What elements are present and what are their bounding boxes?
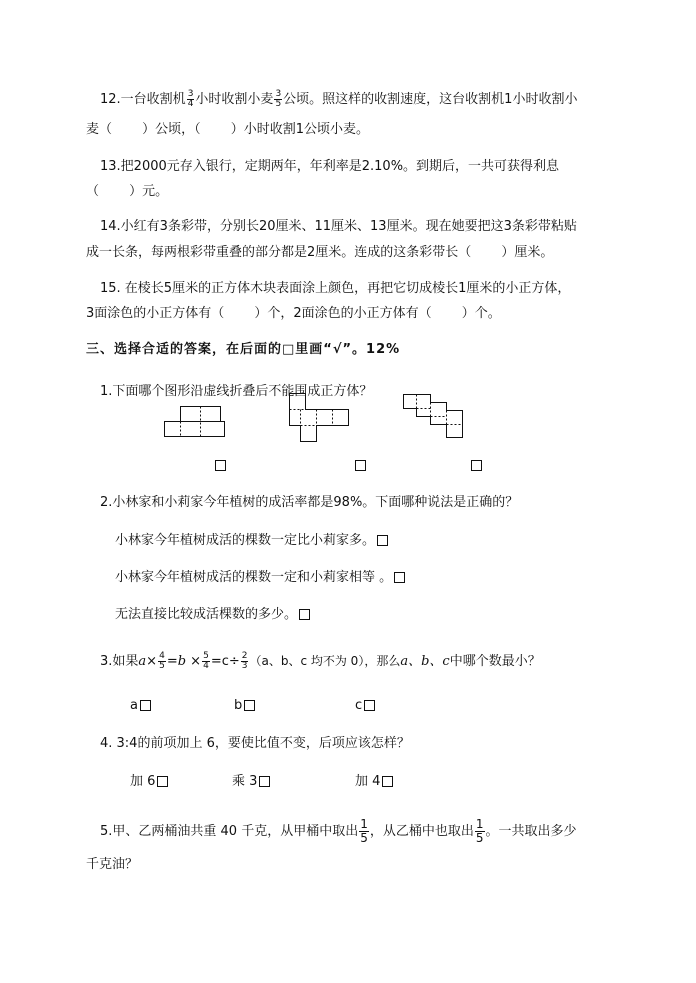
choice-2-option-3 — [115, 606, 310, 624]
c3-fraction-3 — [241, 652, 249, 671]
choice-2-option-2-checkbox[interactable] — [394, 572, 405, 583]
choice-3-option-c-checkbox[interactable] — [364, 700, 375, 711]
choice-4-option-3-checkbox[interactable] — [382, 776, 393, 787]
c3-tail: 中哪个数最小？ — [449, 654, 541, 669]
q12-suffix: 公顷。照这样的收割速度，这台收割机1小时收割小 — [283, 92, 578, 107]
c3-prefix: 3.如果 — [100, 654, 139, 669]
c5-suffix: 。一共取出多少 — [485, 824, 577, 839]
c5-f2-denominator: 5 — [475, 831, 484, 845]
c3-f2-denominator: 4 — [203, 661, 209, 671]
c5-f2-numerator: 1 — [475, 817, 484, 831]
c3-fraction-1 — [158, 652, 166, 671]
choice-5-line-2: 千克油？ — [86, 857, 139, 872]
c3-var-b: b — [177, 654, 187, 669]
choice-2-option-2 — [115, 569, 405, 587]
q12-fraction-1 — [187, 90, 195, 109]
q12-f1-numerator: 3 — [187, 89, 194, 99]
c3-f1-denominator: 5 — [159, 661, 165, 671]
choice-2-option-1 — [115, 532, 388, 550]
choice-2-option-3-label: 无法直接比较成活棵数的多少。 — [115, 607, 298, 622]
choice-4-option-2-checkbox[interactable] — [259, 776, 270, 787]
choice-1-question: 1.下面哪个图形沿虚线折叠后不能围成正方体？ — [100, 384, 373, 399]
c3-equals-1: = — [166, 654, 178, 669]
q12-f2-numerator: 3 — [275, 89, 282, 99]
choice-3-option-c-label: c — [355, 698, 363, 713]
c3-f3-numerator: 2 — [241, 651, 248, 661]
c3-times-2: × — [186, 654, 202, 669]
choice-2-question: 2.小林家和小莉家今年植树的成活率都是98%。下面哪种说法是正确的？ — [100, 495, 519, 510]
choice-1-checkbox-b[interactable] — [355, 460, 366, 471]
choice-4-option-1-label: 加 6 — [130, 774, 156, 789]
c3-condition: （a、b、c 均不为 0），那么 — [249, 654, 401, 668]
c3-tail-vars: a、b、c — [400, 654, 450, 669]
choice-5-line-1 — [100, 818, 577, 846]
section-3-heading: 三、选择合适的答案，在后面的□里画“√”。12% — [86, 342, 401, 357]
c5-f1-denominator: 5 — [360, 831, 368, 845]
q12-mid: 小时收割小麦 — [195, 92, 274, 107]
choice-4-option-2 — [232, 773, 270, 791]
c5-fraction-2 — [475, 818, 485, 845]
choice-3-option-a-label: a — [130, 698, 138, 713]
choice-3-option-c — [355, 697, 375, 715]
c3-equals-2: =c÷ — [210, 654, 240, 669]
choice-2-option-2-label: 小林家今年植树成活的棵数一定和小莉家相等 。 — [115, 570, 393, 585]
q12-f2-denominator: 5 — [275, 99, 282, 109]
choice-2-option-1-checkbox[interactable] — [377, 535, 388, 546]
question-12-line-2: 麦（ ）公顷，（ ）小时收割1公顷小麦。 — [86, 122, 370, 137]
q12-f1-denominator: 4 — [187, 99, 194, 109]
q12-prefix: 12.一台收割机 — [100, 92, 186, 107]
choice-1-checkbox-a[interactable] — [215, 460, 226, 471]
c5-f1-numerator: 1 — [360, 817, 368, 831]
choice-3-question — [100, 652, 541, 671]
c3-fraction-2 — [202, 652, 210, 671]
question-14-line-2: 成一长条，每两根彩带重叠的部分都是2厘米。连成的这条彩带长（ ）厘米。 — [86, 245, 554, 260]
question-15-line-2: 3面涂色的小正方体有（ ）个，2面涂色的小正方体有（ ）个。 — [86, 306, 501, 321]
choice-4-option-3 — [355, 773, 393, 791]
choice-1-checkbox-c[interactable] — [471, 460, 482, 471]
c3-f2-numerator: 5 — [203, 651, 209, 661]
choice-3-option-b-label: b — [234, 698, 243, 713]
choice-3-option-b — [234, 697, 255, 715]
c3-f3-denominator: 3 — [241, 661, 248, 671]
c5-prefix: 5.甲、乙两桶油共重 40 千克，从甲桶中取出 — [100, 824, 359, 839]
choice-3-option-b-checkbox[interactable] — [244, 700, 255, 711]
question-15-line-1: 15. 在棱长5厘米的正方体木块表面涂上颜色，再把它切成棱长1厘米的小正方体， — [100, 281, 571, 296]
question-13-line-2: （ ）元。 — [86, 184, 169, 199]
c3-var-a: a — [138, 654, 147, 669]
question-13-line-1: 13.把2000元存入银行，定期两年，年利率是2.10%。到期后，一共可获得利息 — [100, 159, 560, 174]
choice-4-option-1 — [130, 773, 168, 791]
choice-4-question: 4. 3:4的前项加上 6，要使比值不变，后项应该怎样？ — [100, 736, 410, 751]
choice-2-option-3-checkbox[interactable] — [299, 609, 310, 620]
choice-4-option-2-label: 乘 3 — [232, 774, 258, 789]
cube-net-a — [160, 404, 230, 438]
choice-4-option-1-checkbox[interactable] — [157, 776, 168, 787]
choice-4-option-3-label: 加 4 — [355, 774, 381, 789]
cube-net-b — [288, 392, 352, 444]
c3-times-1: × — [146, 654, 158, 669]
question-12-line-1 — [100, 90, 577, 109]
q12-fraction-2 — [274, 90, 282, 109]
c5-fraction-1 — [359, 818, 369, 845]
choice-3-option-a-checkbox[interactable] — [140, 700, 151, 711]
c5-mid: ，从乙桶中也取出 — [369, 824, 474, 839]
question-14-line-1: 14.小红有3条彩带，分别长20厘米、11厘米、13厘米。现在她要把这3条彩带粘贴 — [100, 219, 577, 234]
cube-net-c — [402, 393, 466, 441]
choice-2-option-1-label: 小林家今年植树成活的棵数一定比小莉家多。 — [115, 533, 376, 548]
choice-3-option-a — [130, 697, 151, 715]
c3-f1-numerator: 4 — [159, 651, 165, 661]
